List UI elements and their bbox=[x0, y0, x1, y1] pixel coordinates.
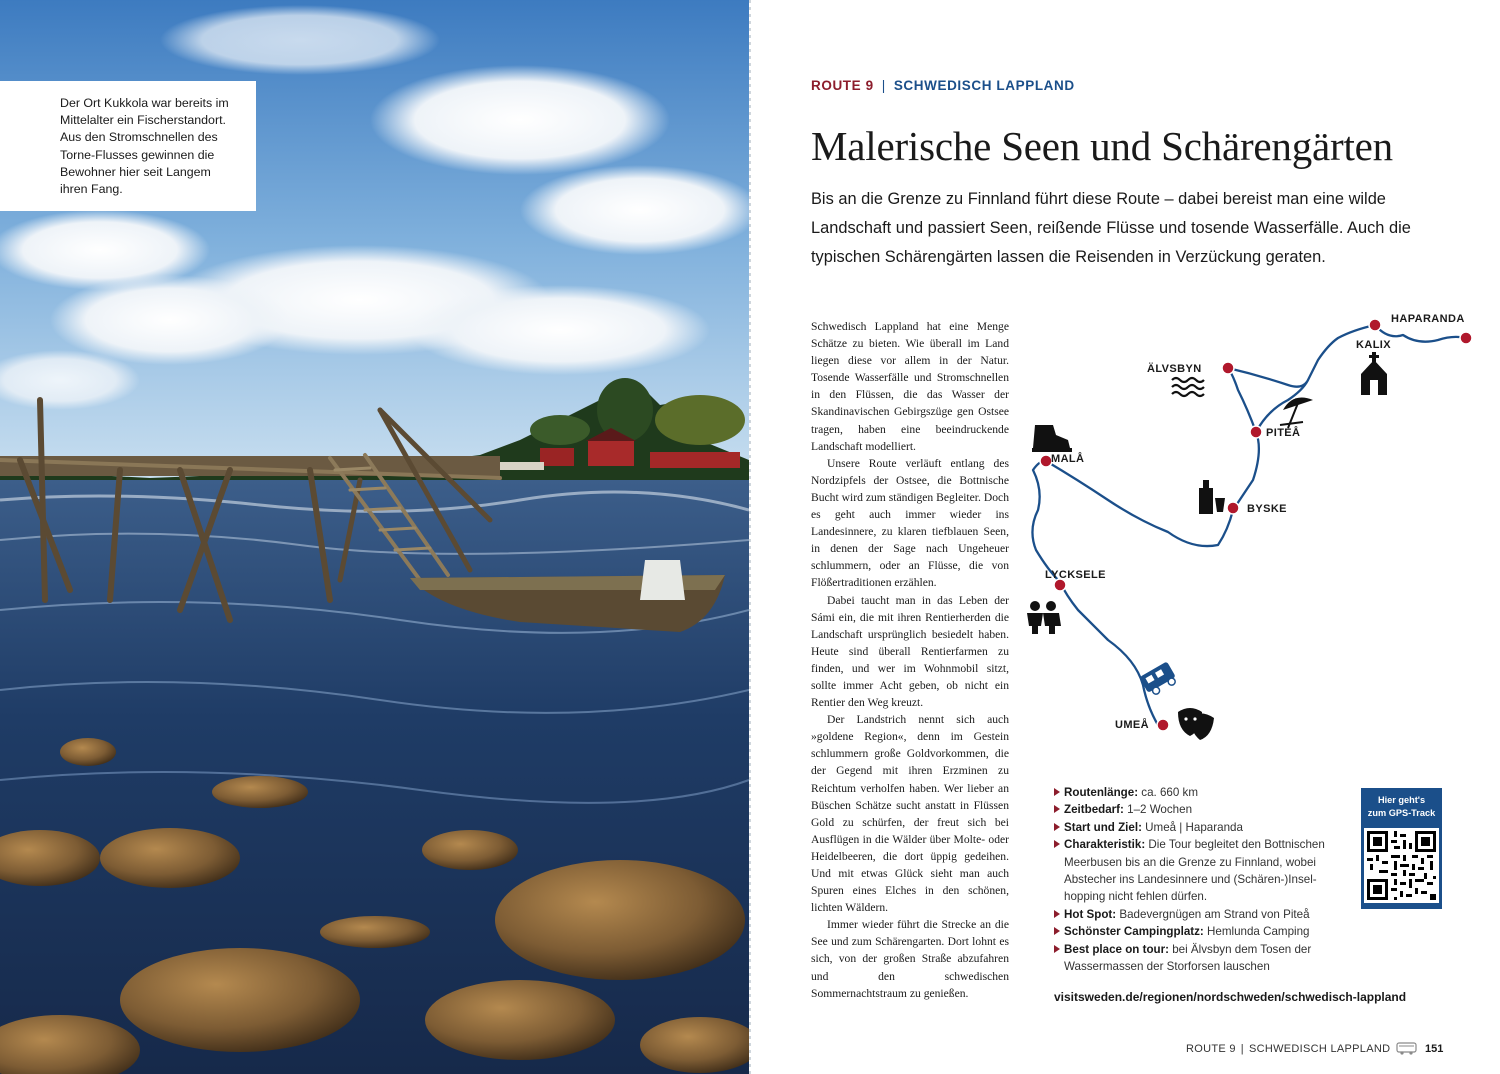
fact-item: Zeitbedarf: 1–2 Wochen bbox=[1054, 801, 1354, 818]
body-paragraph: Dabei taucht man in das Leben der Sámi ein, die mit ihren Rentierherden die Landschaft ursprünglich besiedelt haben. Heute sind überall Rentierfarmen zu finden, und wer im Wohnmobil sitzt, sollte immer Acht geben, ob nicht ein Rentier den Weg kreuzt. bbox=[811, 593, 1009, 710]
theater-masks-icon bbox=[1178, 708, 1214, 740]
photo-caption: Der Ort Kukkola war bereits im Mittelalter ein Fischerstandort. Aus den Stromschnellen des Torne-Flusses gewinnen die Bewohner hier seit Langem ihren Fang. bbox=[0, 81, 256, 211]
hiking-boot-icon bbox=[1032, 425, 1072, 452]
fact-item: Routenlänge: ca. 660 km bbox=[1054, 784, 1354, 801]
marker-haparanda bbox=[1460, 332, 1472, 344]
page-number: 151 bbox=[1425, 1043, 1444, 1055]
body-paragraph: Schwedisch Lappland hat eine Menge Schätze zu bieten. Wie überall im Land liegen diese vor allem in der Natur. Tosende Wasserfälle und Stromschnellen in den Flüssen, die das Wasser der Skandinavischen Gebirgszüge gen Ostsee tragen, haben eine beeindruckende Landschaft modelliert. bbox=[811, 320, 1009, 453]
fact-item: Charakteristik: Die Tour begleitet den Bottnischen Meerbusen bis an die Grenze zu Finnland, wobei Abstecher ins Landesinnere und (Schären-)Inselhopping nicht fehlen dürfen. bbox=[1054, 836, 1354, 906]
kicker-separator: | bbox=[881, 78, 886, 93]
fact-item: Schönster Campingplatz: Hemlunda Camping bbox=[1054, 923, 1354, 940]
region-label: SCHWEDISCH LAPPLAND bbox=[893, 78, 1075, 93]
route-label: ROUTE 9 bbox=[811, 78, 874, 93]
route-facts bbox=[1054, 784, 1354, 975]
label-haparanda: HAPARANDA bbox=[1391, 313, 1465, 325]
label-mala: MALÅ bbox=[1051, 453, 1085, 465]
route-map bbox=[1018, 300, 1488, 760]
label-byske: BYSKE bbox=[1247, 503, 1287, 515]
landscape-photo bbox=[0, 0, 749, 1074]
label-lycksele: LYCKSELE bbox=[1045, 569, 1106, 581]
label-kalix: KALIX bbox=[1356, 339, 1391, 351]
route-line bbox=[1032, 325, 1466, 730]
label-umea: UMEÅ bbox=[1115, 719, 1149, 731]
running-footer: ROUTE 9 | SCHWEDISCH LAPPLAND bbox=[1186, 1043, 1391, 1055]
qr-code-icon[interactable] bbox=[1364, 828, 1439, 903]
fact-item: Start und Ziel: Umeå | Haparanda bbox=[1054, 819, 1354, 836]
map-markers bbox=[1040, 319, 1472, 731]
body-paragraph: Unsere Route verläuft entlang des Nordzipfels der Ostsee, die Bottnische Bucht wird zum ständigen Begleiter. Doch es geht auch immer wieder ins Landesinnere, zu klaren tiefblauen Seen, in denen der Sage nach Ungeheuer schlummern, oder an Flüsse, die von Flößertraditionen erzählen. bbox=[811, 456, 1009, 590]
bottle-glass-icon bbox=[1199, 480, 1225, 514]
fact-item: Best place on tour: bei Älvsbyn dem Tosen der Wassermassen der Storforsen lauschen bbox=[1054, 941, 1354, 976]
gps-track-box[interactable] bbox=[1361, 788, 1442, 909]
fact-item: Hot Spot: Badevergnügen am Strand von Piteå bbox=[1054, 906, 1354, 923]
label-alvsbyn: ÄLVSBYN bbox=[1147, 363, 1202, 375]
waves-icon bbox=[1172, 378, 1204, 396]
lead-paragraph: Bis an die Grenze zu Finnland führt diese Route – dabei bereist man eine wilde Landschaft und passiert Seen, reißende Flüsse und tosende Wasserfälle. Auch die typischen Schärengärten lassen die Reisenden in Verzückung geraten. bbox=[811, 190, 1411, 266]
page-title: Malerische Seen und Schärengärten bbox=[811, 123, 1393, 169]
marker-pitea bbox=[1250, 426, 1262, 438]
body-paragraph: Immer wieder führt die Strecke an die See und zum Schärengarten. Dort lohnt es sich, von der großen Straße abzufahren und den schwedischen Sommernachtstraum zu genießen. bbox=[811, 918, 1009, 1000]
label-pitea: PITEÅ bbox=[1266, 427, 1301, 439]
body-paragraph: Der Landstrich nennt sich auch »goldene Region«, denn im Gestein schlummern große Goldvorkommen, die der Gegend mit ihren Erzminen zu Reichtum verholfen haben. Wer lieber an Büschen Schätze sucht anstatt in Flüssen Gold zu schürfen, der freut sich bei Ausflügen in die Wälder über Molte- oder Heidelbeeren, die dort üppig gedeihen. Und mit etwas Glück sieht man auch Spuren eines Elches in den schönen, lichten Wäldern. bbox=[811, 713, 1009, 915]
page-gutter bbox=[749, 0, 751, 1074]
camper-icon bbox=[1396, 1041, 1418, 1055]
marker-byske bbox=[1227, 502, 1239, 514]
body-text bbox=[811, 318, 1009, 1002]
marker-kalix bbox=[1369, 319, 1381, 331]
children-icon bbox=[1027, 601, 1061, 634]
church-icon bbox=[1361, 352, 1387, 395]
marker-umea bbox=[1157, 719, 1169, 731]
marker-alvsbyn bbox=[1222, 362, 1234, 374]
website-link[interactable]: visitsweden.de/regionen/nordschweden/schwedisch-lappland bbox=[1054, 990, 1407, 1004]
route-kicker bbox=[811, 78, 1075, 93]
gps-label: Hier geht's zum GPS-Track bbox=[1367, 795, 1436, 818]
